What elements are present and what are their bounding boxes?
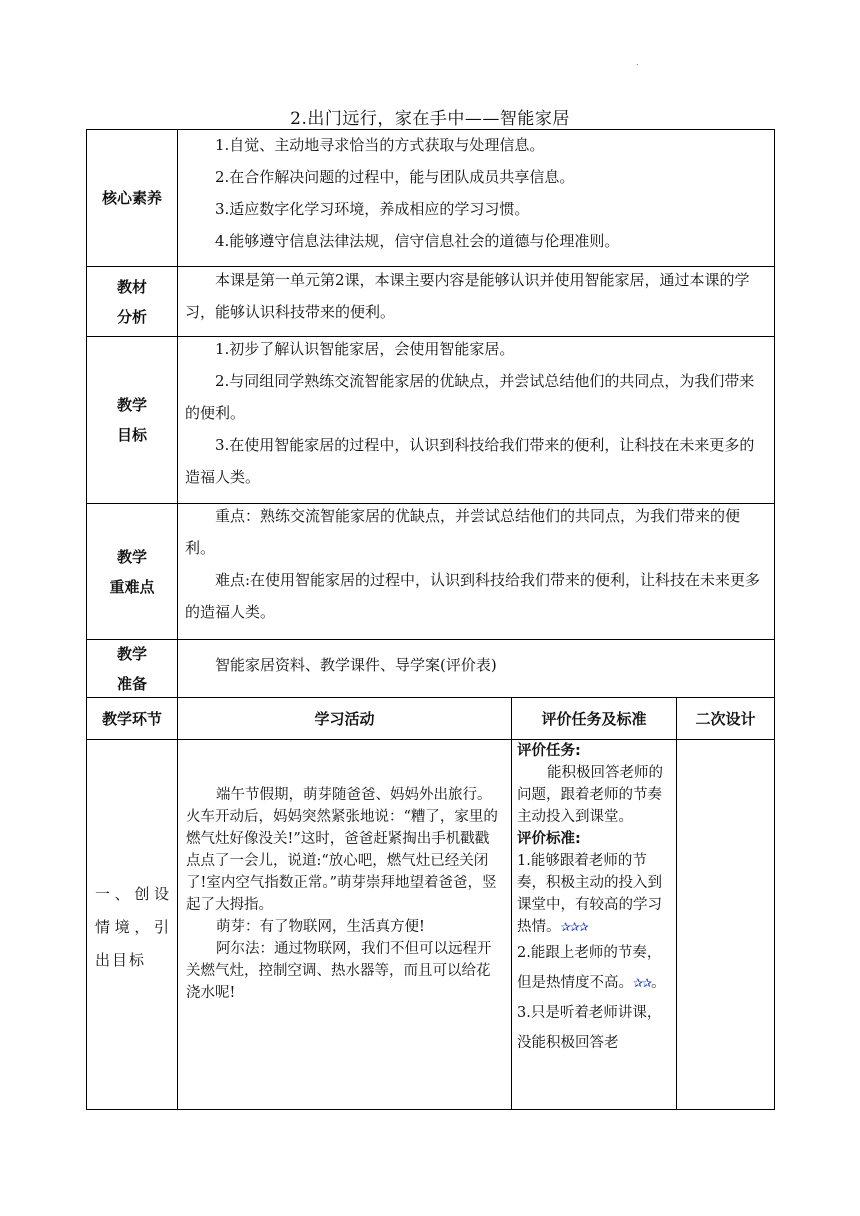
stage-1-activity <box>186 784 501 1004</box>
stage-1-activity-cell <box>178 740 512 1109</box>
label-teaching-goals <box>87 337 178 503</box>
star-rating-2-icon: ✰✰ <box>633 976 652 990</box>
stage-1-name: 一、创设情境，引出目标 <box>95 885 171 969</box>
label-keypoints-line1: 教学 <box>116 547 147 566</box>
label-goals-line1: 教学 <box>116 396 147 414</box>
header-stage-text: 教学环节 <box>101 710 162 728</box>
eval-task-label: 评价任务: <box>517 743 581 759</box>
core-item-4: 4.能够遵守信息法律法规，信守信息社会的道德与伦理准则。 <box>215 232 620 250</box>
page-dot: . <box>636 58 639 67</box>
label-material-analysis <box>87 267 178 336</box>
label-preparation <box>87 640 178 697</box>
core-item-2: 2.在合作解决问题的过程中，能与团队成员共享信息。 <box>215 168 575 186</box>
label-core-literacy-text: 核心素养 <box>101 189 162 207</box>
row-teaching-goals <box>86 336 775 504</box>
row-teaching-preparation <box>86 639 775 698</box>
header-evaluation-text: 评价任务及标准 <box>541 710 647 728</box>
label-prep-line1: 教学 <box>116 644 147 663</box>
label-keypoints-line2: 重难点 <box>109 577 155 596</box>
eval-standard-1-text: 1.能够跟着老师的节奏，积极主动的投入到课堂中，有较高的学习热情。 <box>517 853 662 935</box>
analysis-text: 本课是第一单元第2课，本课主要内容是能够认识并使用智能家居，通过本课的学习，能够认识科技带来的便利。 <box>185 271 750 321</box>
row-core-literacy <box>86 129 775 267</box>
row-stage-1 <box>86 739 775 1110</box>
prep-text: 智能家居资料、教学课件、导学案(评价表) <box>215 656 497 674</box>
header-redesign-text: 二次设计 <box>695 710 756 728</box>
header-redesign <box>677 698 774 739</box>
label-core-literacy <box>87 130 178 266</box>
key-point-text: 重点：熟练交流智能家居的优缺点，并尝试总结他们的共同点，为我们带来的便利。 <box>185 507 741 557</box>
lesson-title: 2.出门远行，家在手中——智能家居 <box>290 109 570 129</box>
row-material-analysis <box>86 266 775 337</box>
difficult-point-text: 难点:在使用智能家居的过程中，认识到科技给我们带来的便利，让科技在未来更多的造福人类。 <box>185 571 761 621</box>
label-key-points <box>87 504 178 639</box>
eval-standard-label: 评价标准: <box>517 831 581 847</box>
goal-item-1: 1.初步了解认识智能家居，会使用智能家居。 <box>215 340 515 358</box>
label-goals-line2: 目标 <box>116 426 147 444</box>
analysis-content <box>185 264 766 328</box>
goals-content <box>185 333 766 493</box>
eval-standard-3: 3.只是听着老师讲课，没能积极回答老 <box>517 1005 662 1051</box>
header-activity <box>178 698 512 739</box>
stage-1-evaluation <box>517 740 672 1058</box>
eval-standard-2-text: 2.能跟上老师的节奏，但是热情度不高。 <box>517 945 662 991</box>
activity-paragraph-1: 端午节假期，萌芽随爸爸、妈妈外出旅行。火车开动后，妈妈突然紧张地说：“糟了，家里的燃气灶好像没关!”这时，爸爸赶紧掏出手机戳戳点点了一会儿，说道:“放心吧，燃气灶已经关闭了!室内空气指数正常。”萌芽崇拜地望着爸爸，竖起了大拇指。 <box>186 787 498 913</box>
eval-standard-2 <box>517 938 672 998</box>
stage-1-redesign-cell <box>677 740 774 1109</box>
row-key-difficult-points <box>86 503 775 640</box>
stage-1-name-cell <box>87 740 178 1109</box>
label-analysis-line1: 教材 <box>116 277 147 296</box>
eval-standard-2-end: 。 <box>651 975 666 991</box>
prep-content <box>185 649 766 681</box>
row-table-header <box>86 697 775 740</box>
header-evaluation <box>512 698 677 739</box>
core-literacy-content <box>185 129 766 257</box>
keypoints-content <box>185 500 766 628</box>
star-rating-3-icon: ✰✰✰ <box>560 920 588 934</box>
eval-task-text: 能积极回答老师的问题，跟着老师的节奏主动投入到课堂。 <box>517 765 663 825</box>
stage-1-evaluation-cell <box>512 740 677 1109</box>
label-prep-line2: 准备 <box>116 674 147 693</box>
goal-item-2: 2.与同组同学熟练交流智能家居的优缺点，并尝试总结他们的共同点，为我们带来的便利。 <box>185 372 755 422</box>
goal-item-3: 3.在使用智能家居的过程中，认识到科技给我们带来的便利，让科技在未来更多的造福人类。 <box>185 436 755 486</box>
core-item-3: 3.适应数字化学习环境，养成相应的学习习惯。 <box>215 200 530 218</box>
header-stage <box>87 698 178 739</box>
label-analysis-line2: 分析 <box>116 307 147 326</box>
activity-paragraph-2: 萌芽：有了物联网，生活真方便! <box>216 919 425 935</box>
activity-paragraph-3: 阿尔法：通过物联网，我们不但可以远程开关燃气灶，控制空调、热水器等，而且可以给花浇水呢! <box>186 941 492 1001</box>
eval-standard-1 <box>517 850 672 938</box>
core-item-1: 1.自觉、主动地寻求恰当的方式获取与处理信息。 <box>215 136 545 154</box>
header-activity-text: 学习活动 <box>314 710 375 728</box>
